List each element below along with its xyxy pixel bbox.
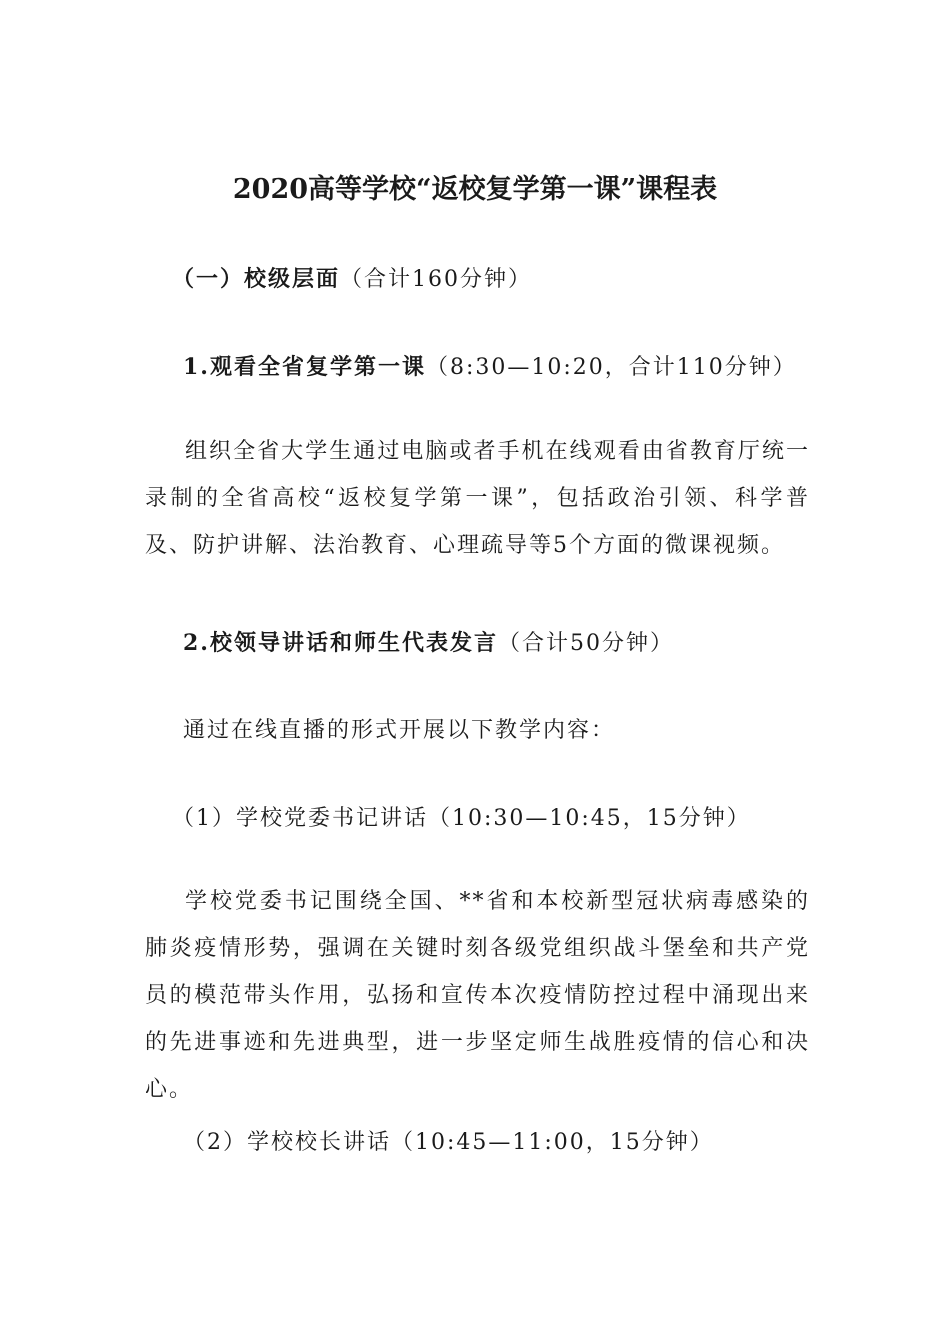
section-heading-note: （合计160分钟） — [340, 267, 533, 292]
item2-heading — [0, 628, 950, 659]
item1-heading-label: 1.观看全省复学第一课 — [183, 354, 426, 380]
section-heading — [0, 264, 950, 295]
item1-heading-note: （8:30—10:20，合计110分钟） — [425, 355, 797, 380]
section-heading-label: （一）校级层面 — [172, 266, 341, 292]
item2-heading-note: （合计50分钟） — [497, 631, 674, 656]
document-title: 2020高等学校“返校复学第一课”课程表 — [232, 174, 718, 205]
sub2-label: （2）学校校长讲话（10:45—11:00，15分钟） — [183, 1130, 714, 1155]
sub1-label: （1）学校党委书记讲话（10:30—10:45，15分钟） — [172, 806, 751, 831]
item1-heading — [0, 352, 950, 383]
sub1-body: 学校党委书记围绕全国、**省和本校新型冠状病毒感染的肺炎疫情形势，强调在关键时刻各级党组织战斗堡垒和共产党员的模范带头作用，弘扬和宣传本次疫情防控过程中涌现出来的先进事迹和先进典型，进一步坚定师生战胜疫情的信心和决心。 — [145, 889, 810, 1102]
item2-heading-label: 2.校领导讲话和师生代表发言 — [183, 630, 498, 656]
item1-body: 组织全省大学生通过电脑或者手机在线观看由省教育厅统一录制的全省高校“返校复学第一课”，包括政治引领、科学普及、防护讲解、法治教育、心理疏导等5个方面的微课视频。 — [145, 439, 810, 558]
item2-intro: 通过在线直播的形式开展以下教学内容： — [183, 718, 616, 743]
